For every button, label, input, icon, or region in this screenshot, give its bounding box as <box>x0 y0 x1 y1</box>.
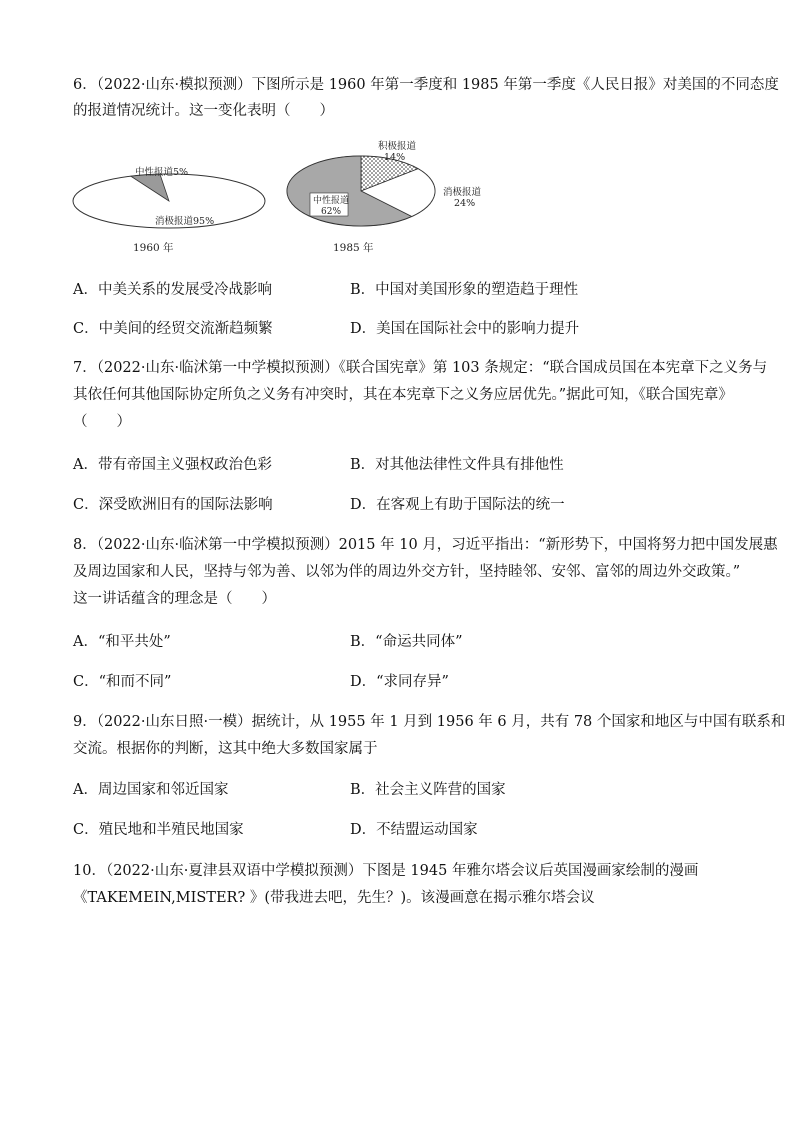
pie-1985-negative-value: 24% <box>454 198 476 209</box>
q6-option-c[interactable]: C．中美间的经贸交流渐趋频繁 <box>73 321 273 337</box>
pie-1985 <box>287 140 482 254</box>
q6-option-d[interactable]: D．美国在国际社会中的影响力提升 <box>350 321 580 337</box>
pie-1985-neutral-label: 中性报道 <box>313 196 350 206</box>
pie-1960-title: 1960 年 <box>133 242 174 254</box>
pie-1985-positive-value: 14% <box>384 152 406 163</box>
pie-1985-positive-label: 积极报道 <box>378 141 417 152</box>
q10-stem-line2: 《TAKEMEIN,MISTER? 》(带我进去吧，先生？)。该漫画意在揭示雅尔塔会议 <box>73 890 595 906</box>
q7-stem-line3: （ ） <box>73 414 131 430</box>
pie-1985-negative-label: 消极报道 <box>443 187 482 198</box>
q9-option-c[interactable]: C．殖民地和半殖民地国家 <box>73 822 244 838</box>
pie-1985-neutral-value: 62% <box>321 207 342 217</box>
q8-stem-line2: 及周边国家和人民，坚持与邻为善、以邻为伴的周边外交方针，坚持睦邻、安邻、富邻的周边外交政策。” <box>73 564 741 580</box>
q7-stem-line2: 其依任何其他国际协定所负之义务有冲突时，其在本宪章下之义务应居优先。”据此可知，《联合国宪章》 <box>73 387 733 403</box>
q9-stem-line1: 9．（2022·山东日照·一模）据统计，从 1955 年 1 月到 1956 年 6 月，共有 78 个国家和地区与中国有联系和 <box>73 714 786 730</box>
q6-option-a[interactable]: A．中美关系的发展受冷战影响 <box>73 282 272 298</box>
pie-1960-negative-label: 消极报道95% <box>155 216 215 227</box>
q8-stem-line1: 8．（2022·山东·临沭第一中学模拟预测）2015 年 10 月，习近平指出：“新形势下，中国将努力把中国发展惠 <box>73 537 778 553</box>
pie-1960-neutral-label: 中性报道5% <box>135 167 189 178</box>
q6-option-b[interactable]: B．中国对美国形象的塑造趋于理性 <box>350 282 579 298</box>
q7-option-a[interactable]: A．带有帝国主义强权政治色彩 <box>73 457 272 473</box>
q9-stem-line2: 交流。根据你的判断，这其中绝大多数国家属于 <box>73 741 378 757</box>
q6-stem-line2: 的报道情况统计。这一变化表明（ ） <box>73 103 334 119</box>
q6-stem-line1: 6．（2022·山东·模拟预测）下图所示是 1960 年第一季度和 1985 年第一季度《人民日报》对美国的不同态度 <box>73 77 779 93</box>
q8-stem-line3: 这一讲话蕴含的理念是（ ） <box>73 591 276 607</box>
q9-option-d[interactable]: D．不结盟运动国家 <box>350 822 478 838</box>
q7-option-c[interactable]: C．深受欧洲旧有的国际法影响 <box>73 497 273 513</box>
q9-option-b[interactable]: B．社会主义阵营的国家 <box>350 782 506 798</box>
q8-option-a[interactable]: A．“和平共处” <box>73 634 171 650</box>
q8-option-b[interactable]: B．“命运共同体” <box>350 634 463 650</box>
q7-option-b[interactable]: B．对其他法律性文件具有排他性 <box>350 457 564 473</box>
q7-option-d[interactable]: D．在客观上有助于国际法的统一 <box>350 497 565 513</box>
q9-option-a[interactable]: A．周边国家和邻近国家 <box>73 782 229 798</box>
pie-charts-svg <box>73 138 482 263</box>
q6-pie-charts-figure <box>73 138 482 263</box>
q7-stem-line1: 7．（2022·山东·临沭第一中学模拟预测）《联合国宪章》第 103 条规定：“联合国成员国在本宪章下之义务与 <box>73 360 768 376</box>
q10-stem-line1: 10．（2022·山东·夏津县双语中学模拟预测）下图是 1945 年雅尔塔会议后英国漫画家绘制的漫画 <box>73 863 699 879</box>
q8-option-d[interactable]: D．“求同存异” <box>350 674 449 690</box>
pie-1985-title: 1985 年 <box>333 242 374 254</box>
q8-option-c[interactable]: C．“和而不同” <box>73 674 172 690</box>
pie-1960 <box>73 166 265 254</box>
